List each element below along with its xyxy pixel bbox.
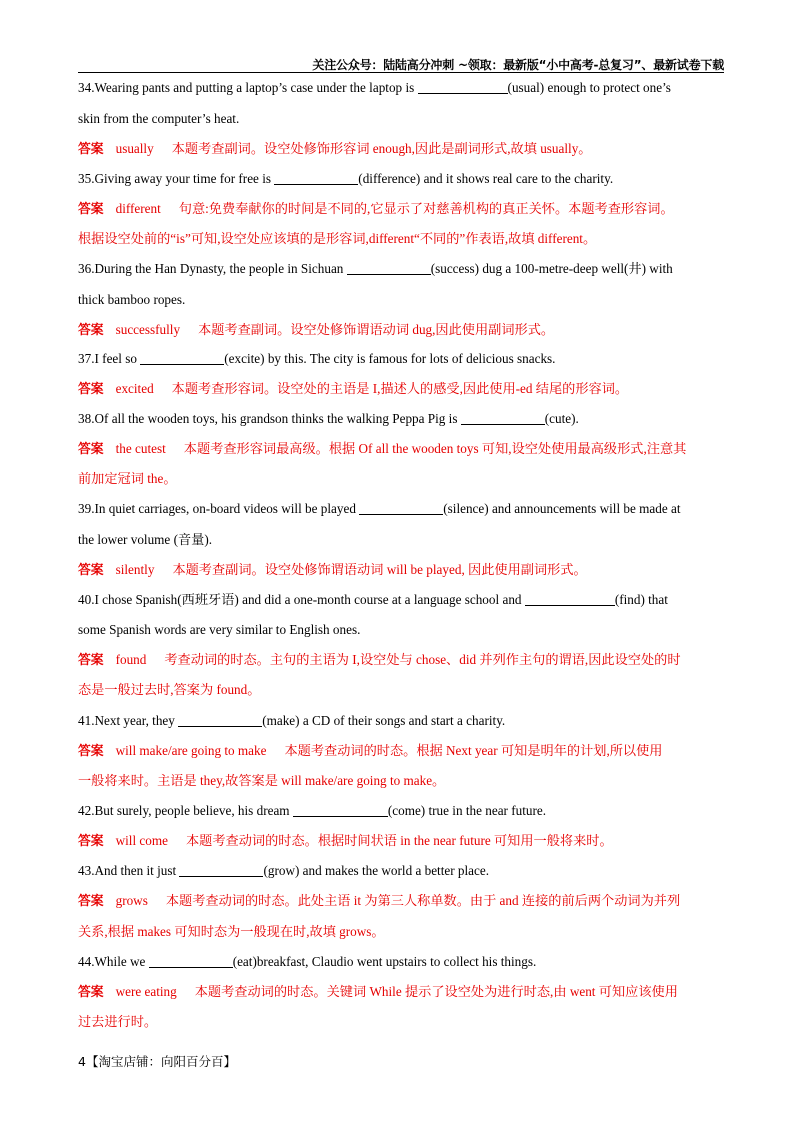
blank-36[interactable] — [347, 262, 431, 275]
question-41-line-1: 41.Next year, they (make) a CD of their songs and start a charity. — [78, 713, 506, 728]
question-42-line-1: 42.But surely, people believe, his dream (come) true in the near future. — [78, 803, 547, 818]
blank-38[interactable] — [461, 412, 545, 425]
answer-35-line-2: 根据设空处前的“is”可知,设空处应该填的是形容词,different“不同的”作表语,故填 different。 — [78, 231, 597, 246]
answer-41-line-2: 一般将来时。主语是 they,故答案是 will make/are going to make。 — [78, 773, 446, 788]
question-40-line-1: 40.I chose Spanish(西班牙语) and did a one-month course at a language school and (find) that — [78, 592, 668, 607]
answer-40: 答案 found 考查动词的时态。主句的主语为 I,设空处与 chose、did 并列作主句的谓语,因此设空处的时 — [78, 652, 681, 668]
blank-40[interactable] — [525, 593, 615, 606]
blank-43[interactable] — [179, 864, 263, 877]
question-36-line-1: 36.During the Han Dynasty, the people in Sichuan (success) dug a 100-metre-deep well(井) with — [78, 261, 673, 276]
page-footer: 4【淘宝店铺：向阳百分百】 — [78, 1054, 236, 1069]
question-35-line-1: 35.Giving away your time for free is (difference) and it shows real care to the charity. — [78, 171, 614, 186]
question-40-line-2: some Spanish words are very similar to English ones. — [78, 622, 361, 637]
answer-44: 答案 were eating 本题考查动词的时态。关键词 While 提示了设空处为进行时态,由 went 可知应该使用 — [78, 984, 678, 1000]
answer-35: 答案 different 句意:免费奉献你的时间是不同的,它显示了对慈善机构的真正关怀。本题考查形容词。 — [78, 201, 674, 217]
answer-34: 答案 usually 本题考查副词。设空处修饰形容词 enough,因此是副词形式,故填 usually。 — [78, 141, 592, 157]
answer-36: 答案 successfully 本题考查副词。设空处修饰谓语动词 dug,因此使用副词形式。 — [78, 322, 555, 338]
question-38-line-1: 38.Of all the wooden toys, his grandson thinks the walking Peppa Pig is (cute). — [78, 411, 579, 426]
answer-44-line-2: 过去进行时。 — [78, 1014, 158, 1029]
answer-39: 答案 silently 本题考查副词。设空处修饰谓语动词 will be played, 因此使用副词形式。 — [78, 562, 587, 578]
question-37-line-1: 37.I feel so (excite) by this. The city is famous for lots of delicious snacks. — [78, 351, 556, 366]
page-header — [78, 54, 724, 73]
answer-41: 答案 will make/are going to make 本题考查动词的时态。根据 Next year 可知是明年的计划,所以使用 — [78, 743, 663, 759]
header-text: 关注公众号：陆陆高分冲刺 ~领取：最新版“小中高考-总复习”、最新试卷下载 — [312, 58, 724, 72]
answer-37: 答案 excited 本题考查形容词。设空处的主语是 I,描述人的感受,因此使用-ed 结尾的形容词。 — [78, 381, 629, 397]
blank-34[interactable] — [418, 81, 508, 94]
answer-38: 答案 the cutest 本题考查形容词最高级。根据 Of all the wooden toys 可知,设空处使用最高级形式,注意其 — [78, 441, 687, 457]
answer-40-line-2: 态是一般过去时,答案为 found。 — [78, 682, 261, 697]
question-34-line-1: 34.Wearing pants and putting a laptop’s case under the laptop is (usual) enough to protect one’s — [78, 80, 671, 95]
blank-39[interactable] — [359, 502, 443, 515]
question-36-line-2: thick bamboo ropes. — [78, 292, 186, 307]
question-39-line-2: the lower volume (音量). — [78, 532, 213, 547]
blank-41[interactable] — [178, 714, 262, 727]
answer-42: 答案 will come 本题考查动词的时态。根据时间状语 in the near future 可知用一般将来时。 — [78, 833, 613, 849]
blank-35[interactable] — [274, 172, 358, 185]
question-39-line-1: 39.In quiet carriages, on-board videos will be played (silence) and announcements will be made at — [78, 501, 681, 516]
blank-37[interactable] — [140, 352, 224, 365]
question-34-line-2: skin from the computer’s heat. — [78, 111, 240, 126]
answer-43: 答案 grows 本题考查动词的时态。此处主语 it 为第三人称单数。由于 and 连接的前后两个动词为并列 — [78, 893, 681, 909]
question-43-line-1: 43.And then it just (grow) and makes the world a better place. — [78, 863, 490, 878]
answer-38-line-2: 前加定冠词 the。 — [78, 471, 177, 486]
blank-44[interactable] — [149, 955, 233, 968]
answer-43-line-2: 关系,根据 makes 可知时态为一般现在时,故填 grows。 — [78, 924, 385, 939]
blank-42[interactable] — [293, 804, 388, 817]
question-44-line-1: 44.While we (eat)breakfast, Claudio went upstairs to collect his things. — [78, 954, 537, 969]
